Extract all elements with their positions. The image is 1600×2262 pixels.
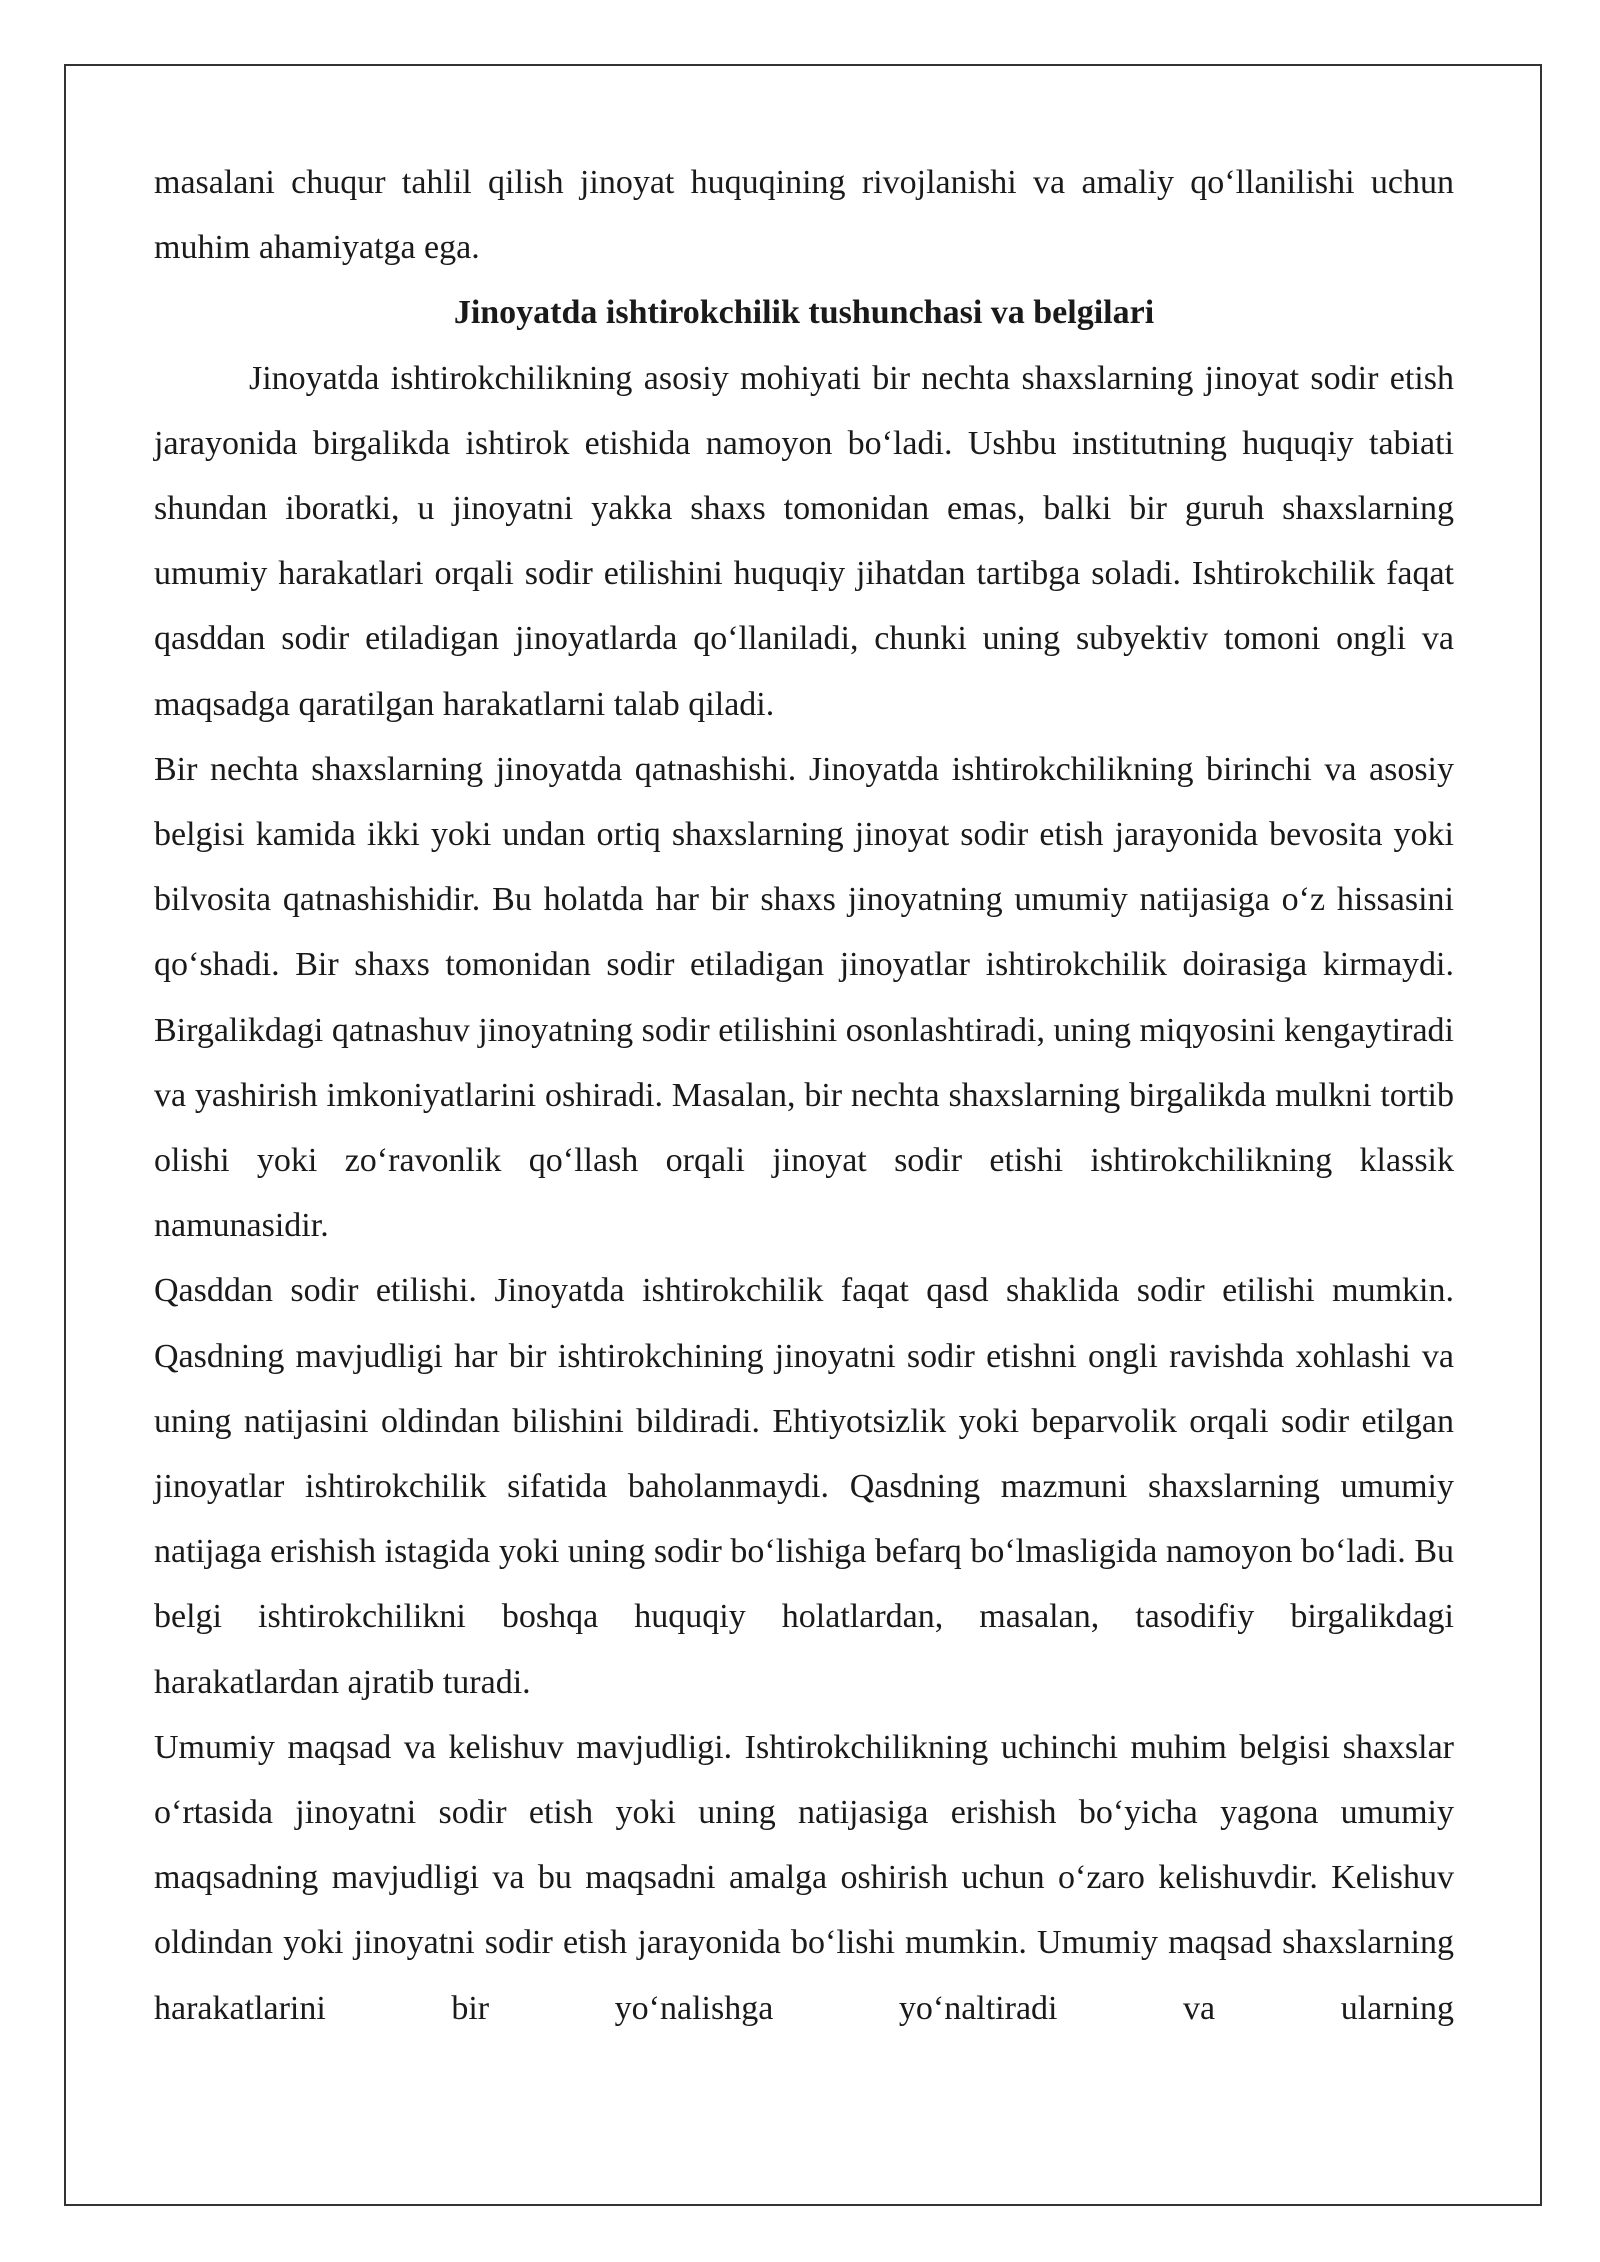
- paragraph-essence: Jinoyatda ishtirokchilikning asosiy mohiyati bir nechta shaxslarning jinoyat sodir etish jarayonida birgalikda ishtirok etishida namoyon bo‘ladi. Ushbu institutning huquqiy tabiati shundan iboratki, u jinoyatni yakka shaxs tomonidan emas, balki bir guruh shaxslarning umumiy harakatlari orqali sodir etilishini huquqiy jihatdan tartibga soladi. Ishtirokchilik faqat qasddan sodir etiladigan jinoyatlarda qo‘llaniladi, chunki uning subyektiv tomoni ongli va maqsadga qaratilgan harakatlarni talab qiladi.: [154, 359, 1454, 723]
- intro-tail-paragraph: masalani chuqur tahlil qilish jinoyat huquqining rivojlanishi va amaliy qo‘llanilishi uchun muhim ahamiyatga ega.: [154, 164, 1454, 267]
- section-heading: Jinoyatda ishtirokchilik tushunchasi va belgilari: [453, 294, 1155, 332]
- paragraph-intent: Qasddan sodir etilishi. Jinoyatda ishtirokchilik faqat qasd shaklida sodir etilishi mumkin. Qasdning mavjudligi har bir ishtirokchining jinoyatni sodir etishni ongli ravishda xohlashi va uning natijasini oldindan bilishini bildiradi. Ehtiyotsizlik yoki beparvolik orqali sodir etilgan jinoyatlar ishtirokchilik sifatida baholanmaydi. Qasdning mazmuni shaxslarning umumiy natijaga erishish istagida yoki uning sodir bo‘lishiga befarq bo‘lmasligida namoyon bo‘ladi. Bu belgi ishtirokchilikni boshqa huquqiy holatlardan, masalan, tasodifiy birgalikdagi harakatlardan ajratib turadi.: [154, 1272, 1454, 1701]
- document-body: [154, 150, 1454, 2041]
- paragraph-participants: Bir nechta shaxslarning jinoyatda qatnashishi. Jinoyatda ishtirokchilikning birinchi va asosiy belgisi kamida ikki yoki undan ortiq shaxslarning jinoyat sodir etish jarayonida bevosita yoki bilvosita qatnashishidir. Bu holatda har bir shaxs jinoyatning umumiy natijasiga o‘z hissasini qo‘shadi. Bir shaxs tomonidan sodir etiladigan jinoyatlar ishtirokchilik doirasiga kirmaydi. Birgalikdagi qatnashuv jinoyatning sodir etilishini osonlashtiradi, uning miqyosini kengaytiradi va yashirish imkoniyatlarini oshiradi. Masalan, bir nechta shaxslarning birgalikda mulkni tortib olishi yoki zo‘ravonlik qo‘llash orqali jinoyat sodir etishi ishtirokchilikning klassik namunasidir.: [154, 750, 1454, 1245]
- paragraph-common-goal: Umumiy maqsad va kelishuv mavjudligi. Ishtirokchilikning uchinchi muhim belgisi shaxslar o‘rtasida jinoyatni sodir etish yoki uning natijasiga erishish bo‘yicha yagona umumiy maqsadning mavjudligi va bu maqsadni amalga oshirish uchun o‘zaro kelishuvdir. Kelishuv oldindan yoki jinoyatni sodir etish jarayonida bo‘lishi mumkin. Umumiy maqsad shaxslarning harakatlarini bir yo‘nalishga yo‘naltiradi va ularning: [154, 1728, 1454, 2027]
